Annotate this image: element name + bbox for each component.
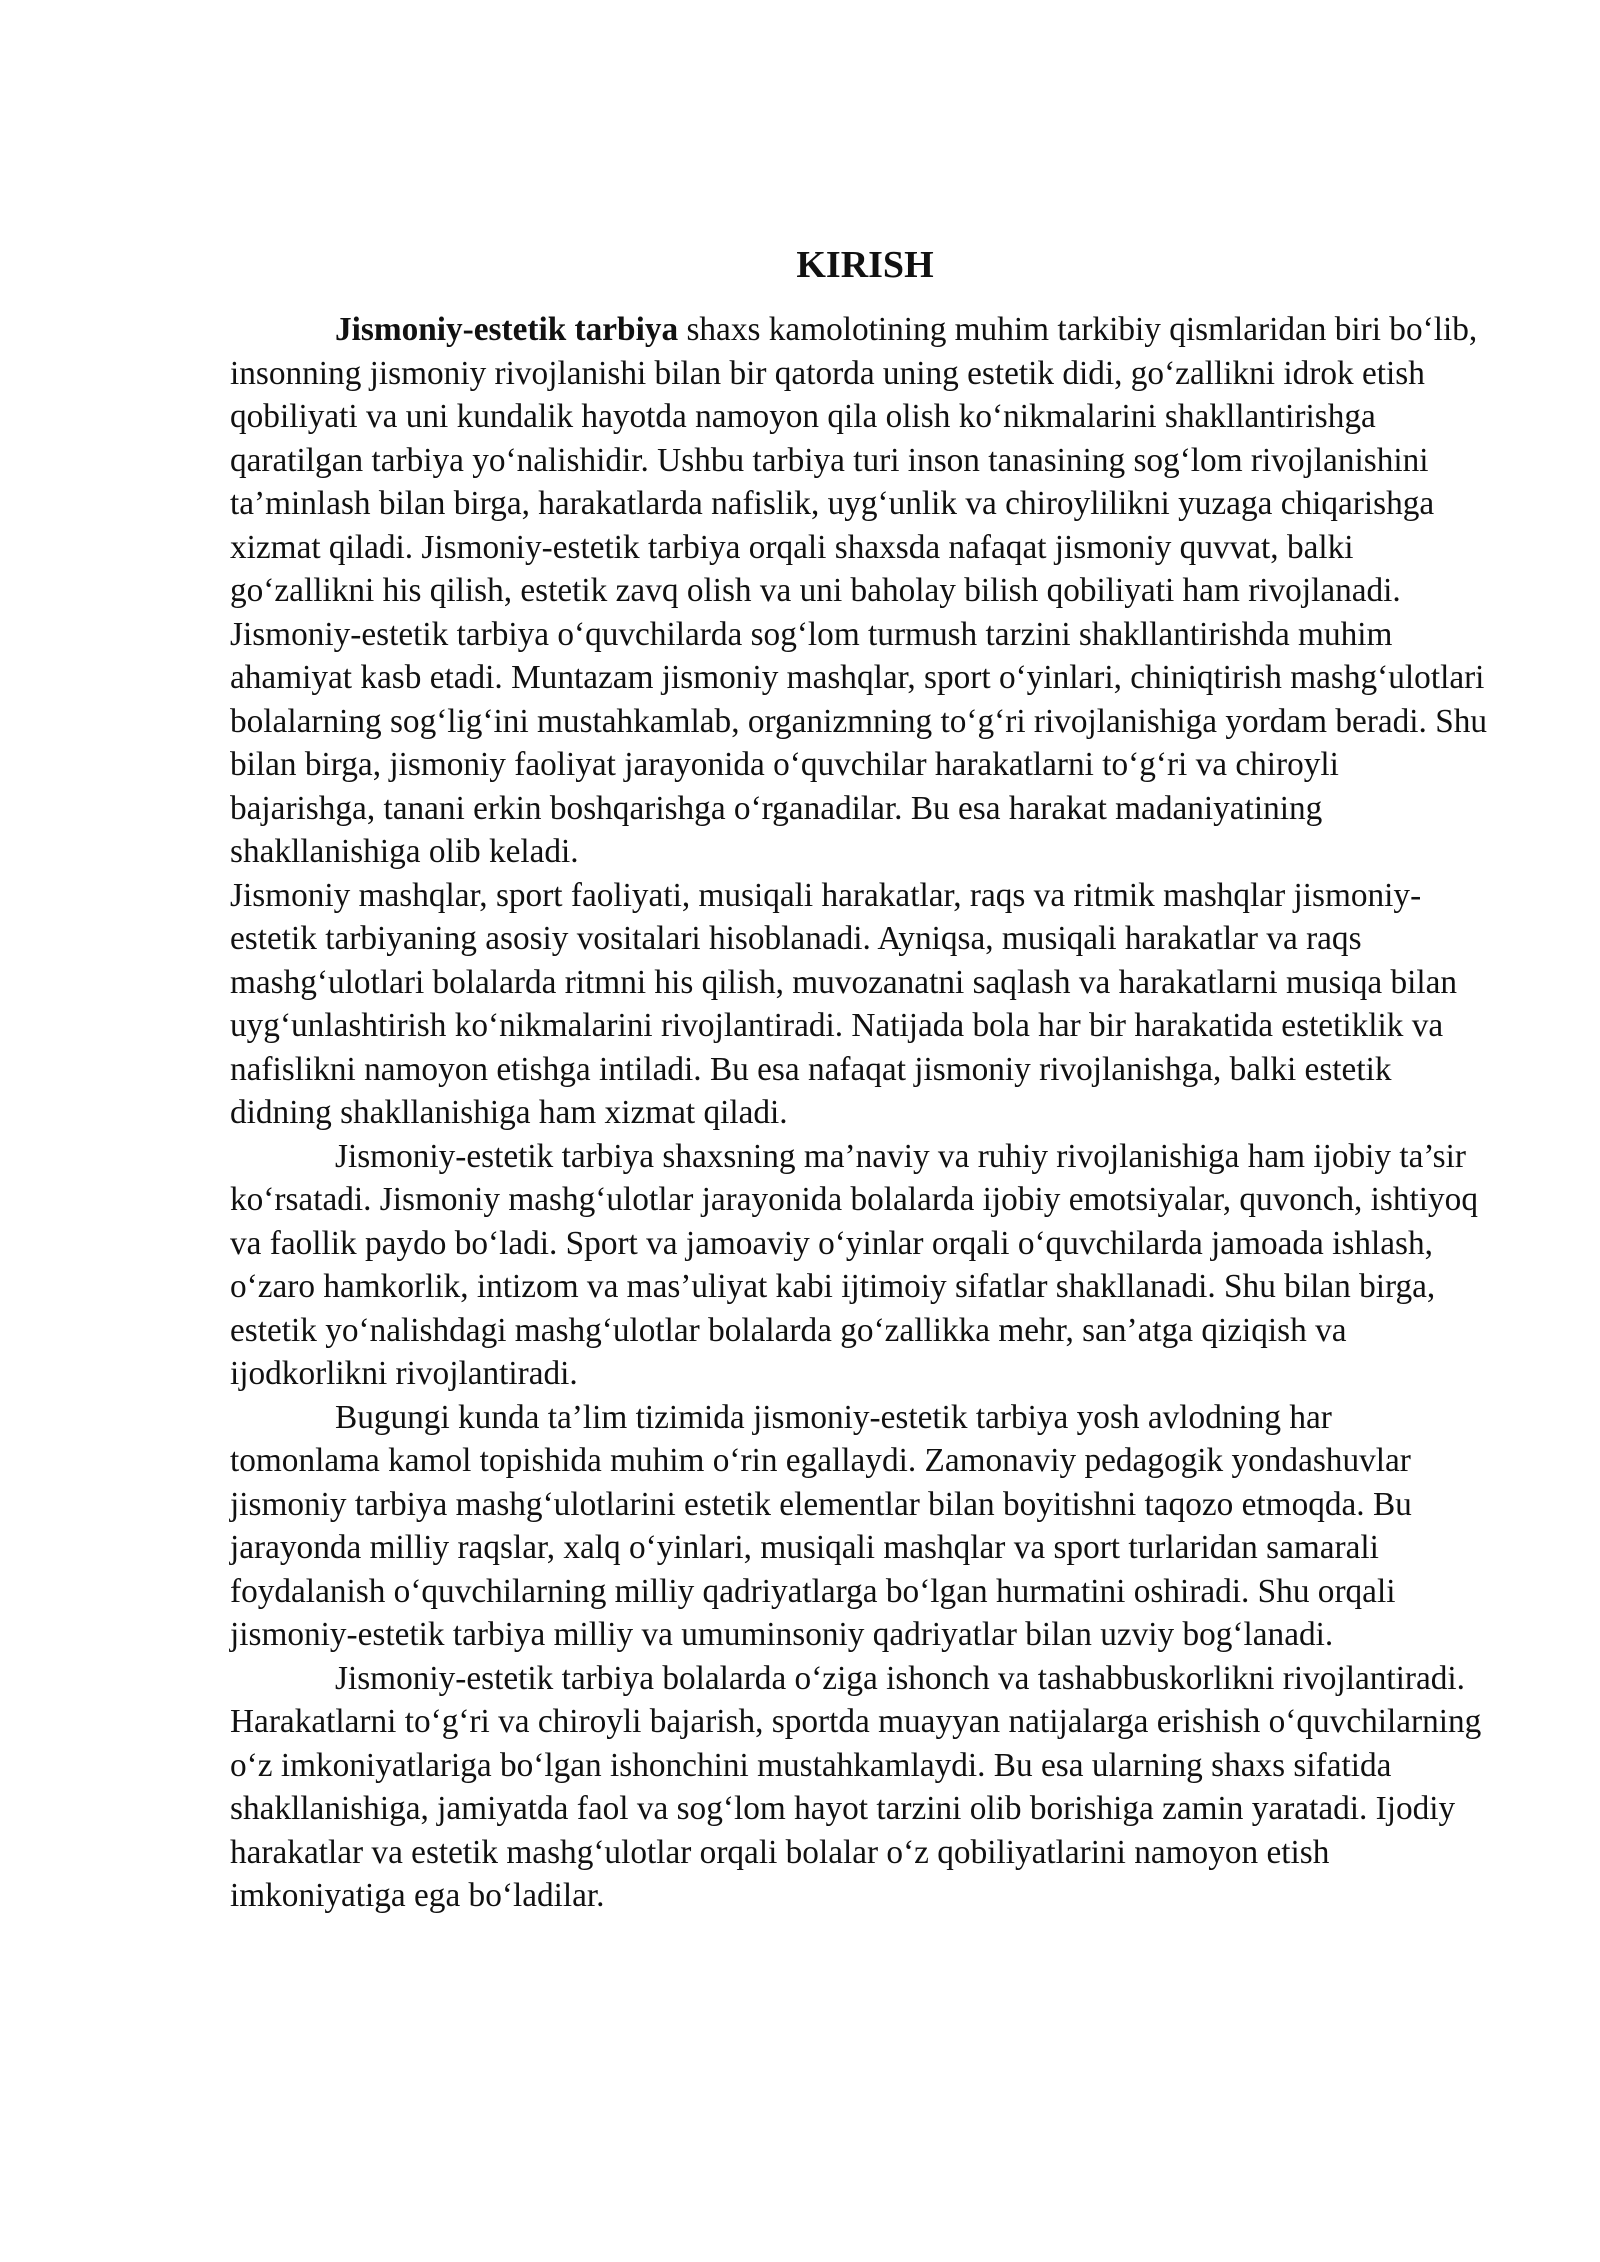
paragraph-6: Jismoniy-estetik tarbiya bolalarda o‘ziga ishonch va tashabbuskorlikni rivojlantiradi. Harakatlarni to‘g‘ri va chiroyli bajarish, sportda muayyan natijalarga erishish o‘quvchilarning o‘z imkoniyatlariga bo‘lgan ishonchini mustahkamlaydi. Bu esa ularning shaxs sifatida shakllanishiga, jamiyatda faol va sog‘lom hayot tarzini olib borishiga zamin yaratadi. Ijodiy harakatlar va estetik mashg‘ulotlar orqali bolalar o‘z qobiliyatlarini namoyon etish imkoniyatiga ega bo‘ladilar.: [230, 1659, 1482, 1914]
paragraph-2: Jismoniy-estetik tarbiya o‘quvchilarda sog‘lom turmush tarzini shakllantirishda muhim ahamiyat kasb etadi. Muntazam jismoniy mashqlar, sport o‘yinlari, chiniqtirish mashg‘ulotlari bolalarning sog‘lig‘ini mustahkamlab, organizmning to‘g‘ri rivojlanishiga yordam beradi. Shu bilan birga, jismoniy faoliyat jarayonida o‘quvchilar harakatlarni to‘g‘ri va chiroyli bajarishga, tanani erkin boshqarishga o‘rganadilar. Bu esa harakat madaniyatining shakllanishiga olib keladi.: [230, 615, 1488, 870]
document-body: [230, 240, 1490, 1918]
paragraph-lead-term: Jismoniy-estetik tarbiya: [335, 311, 679, 348]
paragraph-1-text: shaxs kamolotining muhim tarkibiy qismlaridan biri bo‘lib, insonning jismoniy rivojlanishi bilan bir qatorda uning estetik didi, go‘zallikni idrok etish qobiliyati va uni kundalik hayotda namoyon qila olish ko‘nikmalarini shakllantirishga qaratilgan tarbiya yo‘nalishidir. Ushbu tarbiya turi inson tanasining sog‘lom rivojlanishini ta’minlash bilan birga, harakatlarda nafislik, uyg‘unlik va chiroylilikni yuzaga chiqarishga xizmat qiladi. Jismoniy-estetik tarbiya orqali shaxsda nafaqat jismoniy quvvat, balki go‘zallikni his qilish, estetik zavq olish va uni baholay bilish qobiliyati ham rivojlanadi.: [230, 311, 1478, 609]
paragraph-1: [230, 308, 1490, 613]
page-title: KIRISH: [796, 244, 934, 286]
paragraph-3: Jismoniy mashqlar, sport faoliyati, musiqali harakatlar, raqs va ritmik mashqlar jismoniy-estetik tarbiyaning asosiy vositalari hisoblanadi. Ayniqsa, musiqali harakatlar va raqs mashg‘ulotlari bolalarda ritmni his qilish, muvozanatni saqlash va harakatlarni musiqa bilan uyg‘unlashtirish ko‘nikmalarini rivojlantiradi. Natijada bola har bir harakatida estetiklik va nafislikni namoyon etishga intiladi. Bu esa nafaqat jismoniy rivojlanishga, balki estetik didning shakllanishiga ham xizmat qiladi.: [230, 876, 1458, 1131]
paragraph-5: Bugungi kunda ta’lim tizimida jismoniy-estetik tarbiya yosh avlodning har tomonlama kamol topishida muhim o‘rin egallaydi. Zamonaviy pedagogik yondashuvlar jismoniy tarbiya mashg‘ulotlarini estetik elementlar bilan boyitishni taqozo etmoqda. Bu jarayonda milliy raqslar, xalq o‘yinlari, musiqali mashqlar va sport turlaridan samarali foydalanish o‘quvchilarning milliy qadriyatlarga bo‘lgan hurmatini oshiradi. Shu orqali jismoniy-estetik tarbiya milliy va umuminsoniy qadriyatlar bilan uzviy bog‘lanadi.: [230, 1398, 1412, 1653]
paragraph-4: Jismoniy-estetik tarbiya shaxsning ma’naviy va ruhiy rivojlanishiga ham ijobiy ta’sir ko‘rsatadi. Jismoniy mashg‘ulotlar jarayonida bolalarda ijobiy emotsiyalar, quvonch, ishtiyoq va faollik paydo bo‘ladi. Sport va jamoaviy o‘yinlar orqali o‘quvchilarda jamoada ishlash, o‘zaro hamkorlik, intizom va mas’uliyat kabi ijtimoiy sifatlar shakllanadi. Shu bilan birga, estetik yo‘nalishdagi mashg‘ulotlar bolalarda go‘zallikka mehr, san’atga qiziqish va ijodkorlikni rivojlantiradi.: [230, 1137, 1478, 1392]
